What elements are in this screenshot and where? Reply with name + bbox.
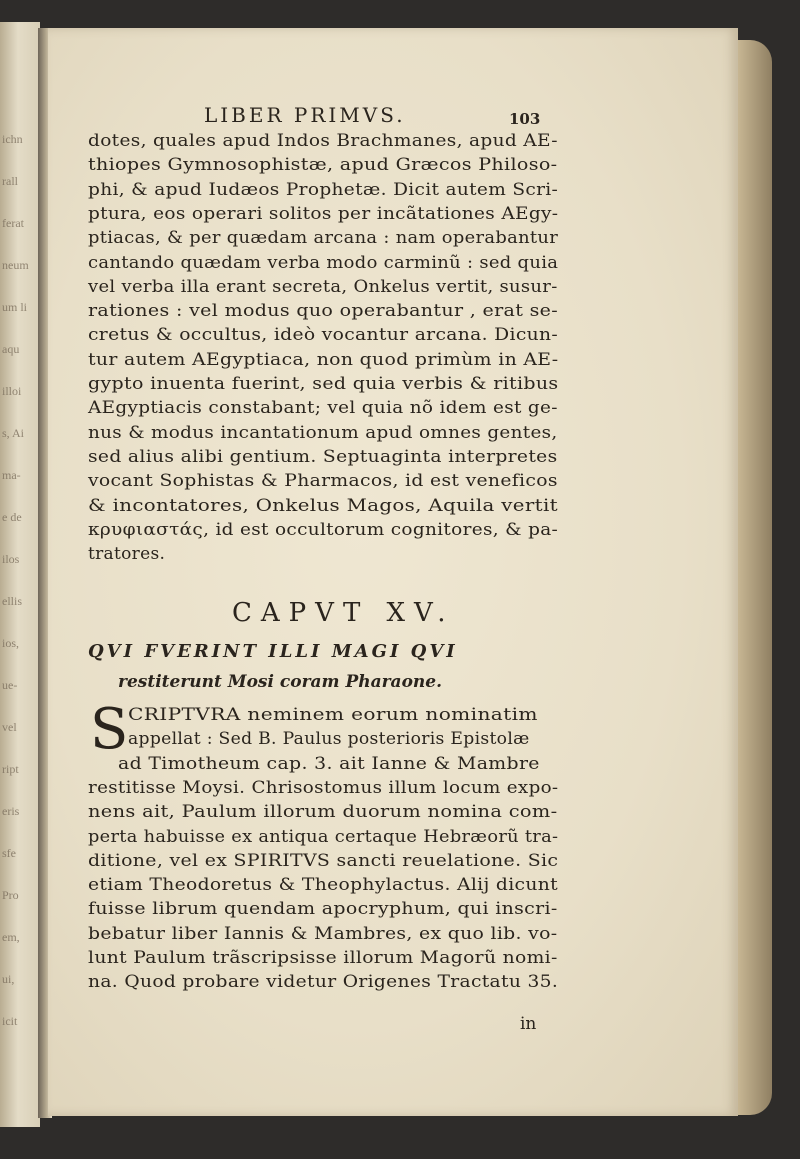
book-cover-edge [738, 40, 772, 1115]
text-line: AEgyptiacis constabant; vel quia nõ idem est ge- [88, 398, 558, 419]
chapter-heading: CAPVT XV. [232, 598, 455, 628]
facing-page-fragment: um li [2, 300, 28, 314]
facing-page-fragment: illoi [2, 384, 22, 398]
chapter-subtitle-line-2: restiterunt Mosi coram Pharaone. [118, 672, 443, 692]
text-line: tratores. [88, 544, 166, 565]
facing-page-fragment: rall [2, 174, 18, 188]
text-line: na. Quod probare videtur Origenes Tractatu 35. [88, 972, 559, 993]
facing-page-fragment: ichn [2, 132, 23, 146]
text-line: dotes, quales apud Indos Brachmanes, apud AE- [88, 131, 558, 151]
text-line: perta habuisse ex antiqua certaque Hebræorũ tra- [88, 826, 559, 847]
facing-page-fragment: eris [2, 804, 20, 818]
text-line: vel verba illa erant secreta, Onkelus vertit, susur- [88, 276, 558, 297]
facing-page-fragment: ios, [2, 636, 20, 650]
text-line: etiam Theodoretus & Theophylactus. Alij dicunt [88, 875, 558, 896]
facing-page-fragment: ferat [2, 216, 24, 230]
facing-page-fragment: vel [2, 720, 17, 734]
text-line: ptura, eos operari solitos per incãtationes AEgy- [88, 203, 559, 224]
facing-page-fragment: s, Ai [2, 426, 25, 440]
facing-page-fragment: ript [2, 762, 19, 776]
text-line: appellat : Sed B. Paulus posterioris Epistolæ [128, 729, 530, 750]
facing-page-fragment: em, [2, 930, 20, 944]
text-line: lunt Paulum trãscripsisse illorum Magorũ nomi- [88, 948, 558, 968]
text-line: sed alius alibi gentium. Septuaginta interpretes [88, 446, 558, 467]
facing-page-edge [0, 22, 40, 1127]
facing-page-fragment: sfe [2, 846, 16, 860]
text-line: nens ait, Paulum illorum duorum nomina com- [88, 802, 558, 823]
text-line: ditione, vel ex SPIRITVS sancti reuelatione. Sic [88, 850, 559, 871]
facing-page-fragment: icit [2, 1014, 18, 1028]
text-line: κρυφιαστάς, id est occultorum cognitores, & pa- [88, 519, 559, 540]
text-line: fuisse librum quendam apocryphum, qui inscri- [88, 899, 558, 920]
facing-page-fragment: Pro [2, 888, 19, 902]
text-line: cretus & occultus, ideò vocantur arcana. Dicun- [88, 325, 559, 346]
facing-page-fragment: aqu [2, 342, 20, 356]
text-line: & incontatores, Onkelus Magos, Aquila vertit [88, 495, 558, 516]
facing-page-fragment: ilos [2, 552, 20, 566]
text-line: restitisse Moysi. Chrisostomus illum locum expo- [88, 777, 559, 798]
facing-page-fragment: e de [2, 510, 22, 524]
facing-page-fragment: ui, [2, 972, 15, 986]
text-line: cantando quædam verba modo carminũ : sed quia [88, 252, 559, 273]
text-line: gypto inuenta fuerint, sed quia verbis & ritibus [88, 374, 559, 394]
text-line: ptiacas, & per quædam arcana : nam operabantur [88, 228, 559, 249]
page-number: 103 [509, 110, 541, 128]
text-line: vocant Sophistas & Pharmacos, id est veneficos [88, 471, 558, 492]
facing-page-fragment: ue- [2, 678, 18, 692]
text-line: phi, & apud Iudæos Prophetæ. Dicit autem Scri- [88, 179, 559, 200]
facing-page-fragment: ma- [2, 468, 21, 482]
text-line: CRIPTVRA neminem eorum nominatim [128, 705, 538, 725]
text-line: ad Timotheum cap. 3. ait Ianne & Mambre [118, 753, 540, 774]
chapter-subtitle-line-1: QVI FVERINT ILLI MAGI QVI [88, 641, 458, 662]
catchword: in [520, 1014, 537, 1034]
text-line: thiopes Gymnosophistæ, apud Græcos Philoso- [88, 155, 558, 176]
text-line: nus & modus incantationum apud omnes gentes, [88, 422, 558, 443]
running-head: LIBER PRIMVS. [204, 103, 406, 127]
drop-cap: S [90, 697, 129, 762]
text-line: bebatur liber Iannis & Mambres, ex quo lib. vo- [88, 923, 558, 944]
text-line: rationes : vel modus quo operabantur , erat se- [88, 301, 559, 322]
facing-page-fragment: ellis [2, 594, 22, 608]
facing-page-fragment: neum [2, 258, 29, 272]
text-line: tur autem AEgyptiaca, non quod primùm in AE- [88, 349, 559, 370]
